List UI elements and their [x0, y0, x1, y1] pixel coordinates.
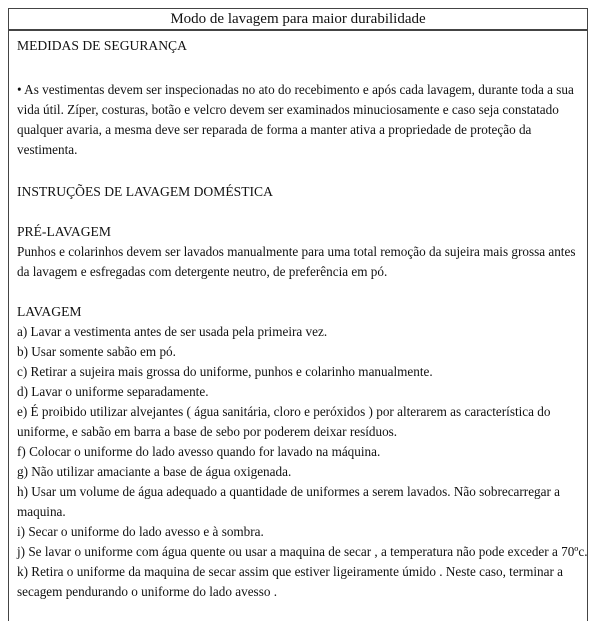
home-washing-heading: INSTRUÇÕES DE LAVAGEM DOMÉSTICA	[17, 184, 273, 199]
wash-line: b) Usar somente sabão em pó.	[17, 344, 176, 359]
safety-line: vestimenta.	[17, 142, 78, 157]
safety-line: vida útil. Zíper, costuras, botão e velcro devem ser examinados minuciosamente e caso seja constatado	[17, 102, 559, 117]
safety-heading: MEDIDAS DE SEGURANÇA	[17, 38, 187, 53]
safety-line: qualquer avaria, a mesma deve ser reparada de forma a manter ativa a propriedade de proteção da	[17, 122, 532, 137]
safety-line: • As vestimentas devem ser inspecionadas no ato do recebimento e após cada lavagem, durante toda a sua	[17, 82, 574, 97]
wash-line: uniforme, e sabão em barra a base de sebo por poderem deixar resíduos.	[17, 424, 398, 439]
wash-line: a) Lavar a vestimenta antes de ser usada pela primeira vez.	[17, 324, 328, 339]
wash-heading: LAVAGEM	[17, 304, 82, 319]
wash-line: f) Colocar o uniforme do lado avesso quando for lavado na máquina.	[17, 444, 381, 459]
wash-line: j) Se lavar o uniforme com água quente ou usar a maquina de secar , a temperatura não pode exceder a 70ºc.	[17, 544, 588, 559]
document-title: Modo de lavagem para maior durabilidade	[8, 8, 588, 30]
wash-line: maquina.	[17, 504, 66, 519]
prewash-line: da lavagem e esfregadas com detergente neutro, de preferência em pó.	[17, 264, 388, 279]
wash-line: i) Secar o uniforme do lado avesso e à sombra.	[17, 524, 264, 539]
wash-line: e) É proibido utilizar alvejantes ( água sanitária, cloro e peróxidos ) por alterarem as característica do	[17, 404, 551, 419]
prewash-line: Punhos e colarinhos devem ser lavados manualmente para uma total remoção da sujeira mais grossa antes	[17, 244, 576, 259]
wash-line: h) Usar um volume de água adequado a quantidade de uniformes a serem lavados. Não sobrecarregar a	[17, 484, 561, 499]
content-box	[8, 30, 588, 621]
wash-line: c) Retirar a sujeira mais grossa do uniforme, punhos e colarinho manualmente.	[17, 364, 433, 379]
prewash-heading: PRÉ-LAVAGEM	[17, 224, 111, 239]
wash-line: g) Não utilizar amaciante a base de água oxigenada.	[17, 464, 292, 479]
document-body	[17, 31, 589, 602]
wash-line: d) Lavar o uniforme separadamente.	[17, 384, 209, 399]
wash-line: k) Retira o uniforme da maquina de secar assim que estiver ligeiramente úmido . Neste caso, terminar a	[17, 564, 563, 579]
wash-line: secagem pendurando o uniforme do lado avesso .	[17, 584, 278, 599]
